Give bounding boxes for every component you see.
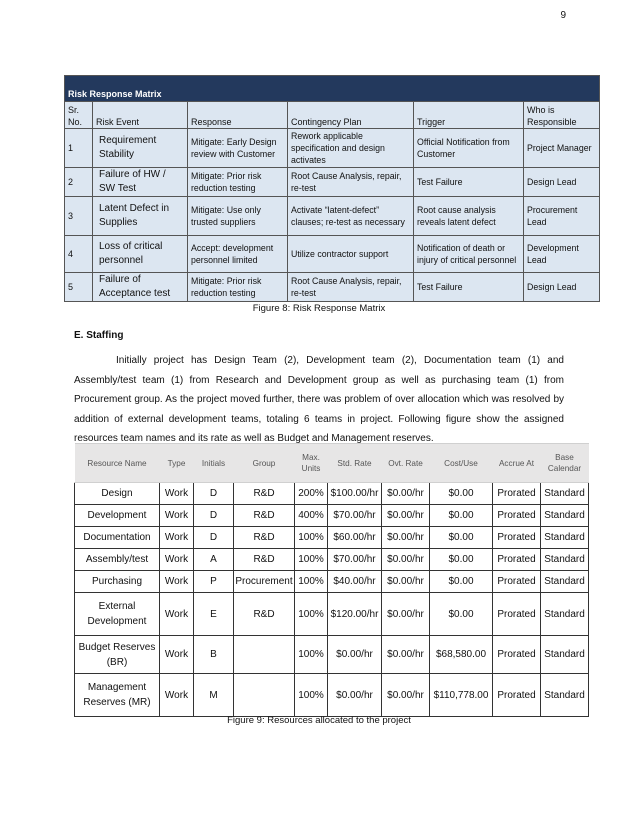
risk-owner: Development Lead xyxy=(524,236,600,273)
resource-type: Work xyxy=(160,549,194,571)
header-trigger: Trigger xyxy=(414,102,524,129)
header-risk-event: Risk Event xyxy=(93,102,188,129)
resource-std-rate: $120.00/hr xyxy=(328,593,382,636)
header-accrue-at: Accrue At xyxy=(493,444,541,483)
risk-owner: Procurement Lead xyxy=(524,197,600,236)
resource-name: Development xyxy=(75,505,160,527)
resource-accrue: Prorated xyxy=(493,483,541,505)
risk-response: Accept: development personnel limited xyxy=(188,236,288,273)
risk-event: Loss of critical personnel xyxy=(93,236,188,273)
resource-name: Management Reserves (MR) xyxy=(75,674,160,717)
resource-initials: P xyxy=(194,571,234,593)
risk-sr: 1 xyxy=(65,129,93,168)
table-row xyxy=(75,527,589,549)
resource-cost-use: $0.00 xyxy=(430,549,493,571)
header-cost-use: Cost/Use xyxy=(430,444,493,483)
resource-type: Work xyxy=(160,593,194,636)
header-base-calendar: Base Calendar xyxy=(541,444,589,483)
header-who-responsible: Who is Responsible xyxy=(524,102,600,129)
resource-accrue: Prorated xyxy=(493,505,541,527)
resource-accrue: Prorated xyxy=(493,571,541,593)
risk-trigger: Official Notification from Customer xyxy=(414,129,524,168)
resource-initials: D xyxy=(194,505,234,527)
resource-ovt-rate: $0.00/hr xyxy=(382,571,430,593)
resource-initials: E xyxy=(194,593,234,636)
resource-ovt-rate: $0.00/hr xyxy=(382,527,430,549)
header-std-rate: Std. Rate xyxy=(328,444,382,483)
resource-initials: B xyxy=(194,636,234,674)
risk-event: Failure of HW / SW Test xyxy=(93,168,188,197)
resource-std-rate: $0.00/hr xyxy=(328,636,382,674)
table-row xyxy=(75,636,589,674)
table-row xyxy=(65,197,600,236)
header-response: Response xyxy=(188,102,288,129)
risk-matrix-title: Risk Response Matrix xyxy=(65,76,600,102)
resource-type: Work xyxy=(160,483,194,505)
table-row xyxy=(75,505,589,527)
resource-max-units: 100% xyxy=(295,527,328,549)
resource-max-units: 100% xyxy=(295,549,328,571)
resource-std-rate: $100.00/hr xyxy=(328,483,382,505)
header-ovt-rate: Ovt. Rate xyxy=(382,444,430,483)
risk-event: Requirement Stability xyxy=(93,129,188,168)
resource-table xyxy=(74,443,589,717)
risk-response: Mitigate: Prior risk reduction testing xyxy=(188,273,288,302)
risk-contingency: Root Cause Analysis, repair, re-test xyxy=(288,168,414,197)
resource-ovt-rate: $0.00/hr xyxy=(382,549,430,571)
resource-max-units: 100% xyxy=(295,674,328,717)
resource-group: R&D xyxy=(234,505,295,527)
risk-sr: 2 xyxy=(65,168,93,197)
risk-response: Mitigate: Prior risk reduction testing xyxy=(188,168,288,197)
table-row xyxy=(75,571,589,593)
resource-ovt-rate: $0.00/hr xyxy=(382,483,430,505)
resource-std-rate: $0.00/hr xyxy=(328,674,382,717)
resource-initials: D xyxy=(194,527,234,549)
resource-cost-use: $0.00 xyxy=(430,483,493,505)
resource-type: Work xyxy=(160,505,194,527)
resource-group: Procurement xyxy=(234,571,295,593)
risk-response: Mitigate: Early Design review with Customer xyxy=(188,129,288,168)
resource-calendar: Standard xyxy=(541,549,589,571)
risk-event: Failure of Acceptance test xyxy=(93,273,188,302)
risk-contingency: Root Cause Analysis, repair, re-test xyxy=(288,273,414,302)
risk-owner: Design Lead xyxy=(524,168,600,197)
resource-name: Budget Reserves (BR) xyxy=(75,636,160,674)
table-row xyxy=(75,483,589,505)
resource-max-units: 200% xyxy=(295,483,328,505)
risk-trigger: Root cause analysis reveals latent defect xyxy=(414,197,524,236)
resource-group: R&D xyxy=(234,549,295,571)
resource-name: Documentation xyxy=(75,527,160,549)
resource-calendar: Standard xyxy=(541,505,589,527)
resource-calendar: Standard xyxy=(541,483,589,505)
table-row xyxy=(65,168,600,197)
figure-9-caption: Figure 9: Resources allocated to the project xyxy=(227,715,411,726)
resource-accrue: Prorated xyxy=(493,674,541,717)
risk-owner: Project Manager xyxy=(524,129,600,168)
resource-initials: M xyxy=(194,674,234,717)
resource-std-rate: $40.00/hr xyxy=(328,571,382,593)
resource-std-rate: $70.00/hr xyxy=(328,549,382,571)
resource-type: Work xyxy=(160,571,194,593)
figure-8-caption: Figure 8: Risk Response Matrix xyxy=(252,303,386,314)
resource-type: Work xyxy=(160,674,194,717)
resource-calendar: Standard xyxy=(541,674,589,717)
risk-contingency: Utilize contractor support xyxy=(288,236,414,273)
resource-calendar: Standard xyxy=(541,593,589,636)
resource-cost-use: $0.00 xyxy=(430,593,493,636)
resource-accrue: Prorated xyxy=(493,527,541,549)
resource-name: Purchasing xyxy=(75,571,160,593)
risk-contingency: Rework applicable specification and design activates xyxy=(288,129,414,168)
resource-max-units: 100% xyxy=(295,571,328,593)
resource-ovt-rate: $0.00/hr xyxy=(382,505,430,527)
resource-initials: D xyxy=(194,483,234,505)
resource-group xyxy=(234,674,295,717)
header-type: Type xyxy=(160,444,194,483)
header-max-units: Max. Units xyxy=(295,444,328,483)
table-row xyxy=(75,674,589,717)
header-initials: Initials xyxy=(194,444,234,483)
resource-ovt-rate: $0.00/hr xyxy=(382,636,430,674)
resource-max-units: 400% xyxy=(295,505,328,527)
resource-cost-use: $0.00 xyxy=(430,505,493,527)
resource-group: R&D xyxy=(234,483,295,505)
resource-accrue: Prorated xyxy=(493,593,541,636)
risk-sr: 4 xyxy=(65,236,93,273)
resource-max-units: 100% xyxy=(295,593,328,636)
resource-std-rate: $60.00/hr xyxy=(328,527,382,549)
risk-sr: 3 xyxy=(65,197,93,236)
resource-calendar: Standard xyxy=(541,571,589,593)
resource-accrue: Prorated xyxy=(493,549,541,571)
resource-ovt-rate: $0.00/hr xyxy=(382,593,430,636)
risk-contingency: Activate “latent-defect” clauses; re-test as necessary xyxy=(288,197,414,236)
header-group: Group xyxy=(234,444,295,483)
resource-cost-use: $110,778.00 xyxy=(430,674,493,717)
resource-std-rate: $70.00/hr xyxy=(328,505,382,527)
resource-calendar: Standard xyxy=(541,636,589,674)
resource-group: R&D xyxy=(234,593,295,636)
resource-cost-use: $0.00 xyxy=(430,527,493,549)
table-row xyxy=(65,129,600,168)
table-row xyxy=(75,593,589,636)
resource-type: Work xyxy=(160,636,194,674)
risk-trigger: Test Failure xyxy=(414,168,524,197)
staffing-paragraph: Initially project has Design Team (2), Development team (2), Documentation team (1) and Assembly/test team (1) from Research and Development group as well as purchasing team (1) from Procurement group. As the project moved further, there was problem of over allocation which was resolved by addition of external development teams, totaling 6 teams in project. Following figure show the assigned resources team names and its rate as well as Budget and Management reserves. xyxy=(74,355,564,444)
resource-max-units: 100% xyxy=(295,636,328,674)
risk-sr: 5 xyxy=(65,273,93,302)
table-row xyxy=(65,273,600,302)
header-sr-no: Sr. No. xyxy=(65,102,93,129)
resource-cost-use: $68,580.00 xyxy=(430,636,493,674)
page-number: 9 xyxy=(560,10,566,21)
resource-name: External Development xyxy=(75,593,160,636)
resource-initials: A xyxy=(194,549,234,571)
resource-name: Design xyxy=(75,483,160,505)
resource-ovt-rate: $0.00/hr xyxy=(382,674,430,717)
section-heading: E. Staffing xyxy=(74,330,124,341)
risk-trigger: Test Failure xyxy=(414,273,524,302)
risk-response-matrix xyxy=(64,75,600,302)
risk-event: Latent Defect in Supplies xyxy=(93,197,188,236)
resource-name: Assembly/test xyxy=(75,549,160,571)
resource-type: Work xyxy=(160,527,194,549)
resource-group: R&D xyxy=(234,527,295,549)
resource-group xyxy=(234,636,295,674)
table-row xyxy=(75,549,589,571)
table-row xyxy=(65,236,600,273)
resource-accrue: Prorated xyxy=(493,636,541,674)
risk-trigger: Notification of death or injury of critical personnel xyxy=(414,236,524,273)
resource-cost-use: $0.00 xyxy=(430,571,493,593)
header-resource-name: Resource Name xyxy=(75,444,160,483)
header-contingency-plan: Contingency Plan xyxy=(288,102,414,129)
risk-response: Mitigate: Use only trusted suppliers xyxy=(188,197,288,236)
risk-owner: Design Lead xyxy=(524,273,600,302)
resource-calendar: Standard xyxy=(541,527,589,549)
